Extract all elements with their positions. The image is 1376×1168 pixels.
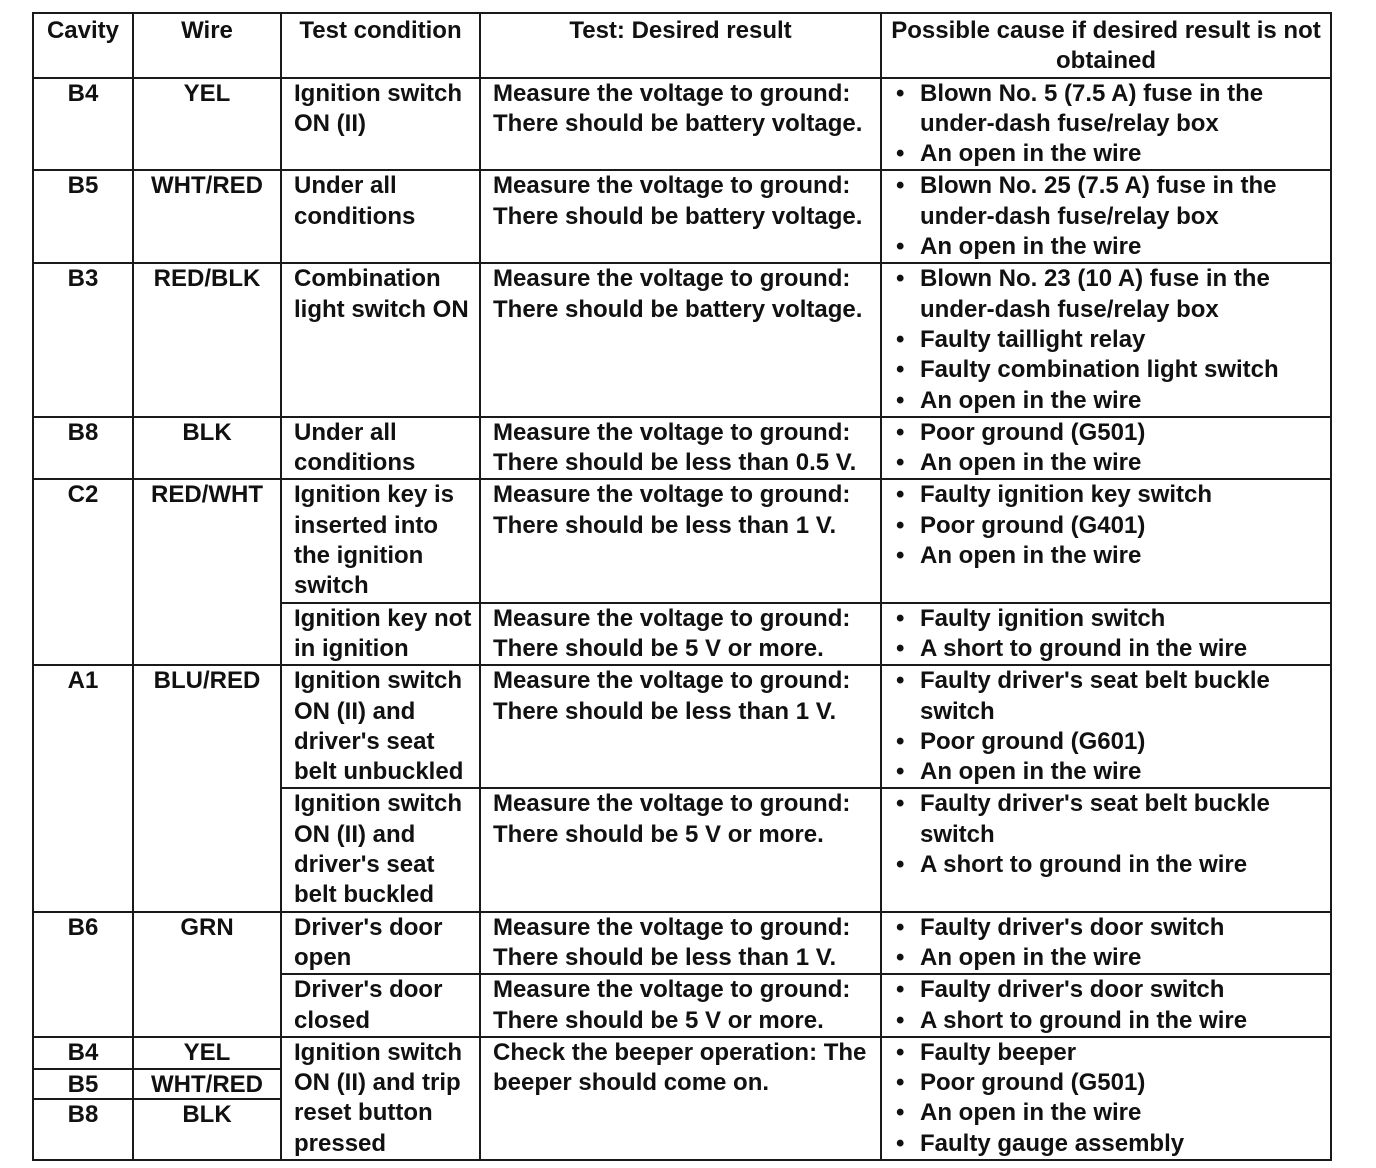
wire-cell: RED/BLK [133,263,281,416]
cause-list [896,79,1326,170]
table-row [33,912,1331,975]
cause-list [896,171,1326,262]
cause-list [896,418,1326,479]
condition-cell: Ignition switch ON (II) [281,78,480,171]
cause-item: • Faulty driver's seat belt buckle switch [896,666,1326,727]
cause-cell [881,974,1331,1037]
cause-item: • An open in the wire [896,232,1326,262]
wire-cell: BLK [133,417,281,480]
cavity-cell [33,1037,133,1160]
cause-cell [881,665,1331,788]
result-cell: Measure the voltage to ground: There should be 5 V or more. [480,603,881,666]
wire-cell: RED/WHT [133,479,281,665]
result-cell: Measure the voltage to ground: There should be less than 1 V. [480,912,881,975]
table-row [33,170,1331,263]
cause-list [896,913,1326,974]
cavity-cell: B6 [33,912,133,1037]
condition-cell: Driver's door open [281,912,480,975]
cavity-cell: B8 [33,417,133,480]
result-cell: Measure the voltage to ground: There should be 5 V or more. [480,788,881,911]
header-cause: Possible cause if desired result is not obtained [881,13,1331,78]
cavity-segment: B8 [34,1098,132,1128]
cause-item: • Poor ground (G401) [896,511,1326,541]
cavity-cell: C2 [33,479,133,665]
cause-item: • Faulty ignition switch [896,604,1326,634]
wire-segment: BLK [134,1098,280,1128]
table-row [33,1037,1331,1160]
result-cell: Check the beeper operation: The beeper should come on. [480,1037,881,1160]
cavity-cell: B4 [33,78,133,171]
cause-item: • Blown No. 5 (7.5 A) fuse in the under-dash fuse/relay box [896,79,1326,140]
cause-list [896,264,1326,415]
cause-cell [881,912,1331,975]
cause-cell [881,263,1331,416]
cavity-cell: B3 [33,263,133,416]
cause-item: • Blown No. 25 (7.5 A) fuse in the under-dash fuse/relay box [896,171,1326,232]
cause-list [896,1038,1326,1159]
cause-item: • A short to ground in the wire [896,1006,1326,1036]
cause-item: • Faulty driver's seat belt buckle switch [896,789,1326,850]
header-wire: Wire [133,13,281,78]
result-cell: Measure the voltage to ground: There should be battery voltage. [480,78,881,171]
condition-cell: Ignition key not in ignition [281,603,480,666]
cavity-segment: B5 [34,1068,132,1098]
wire-cell: BLU/RED [133,665,281,911]
wire-segment: YEL [183,1038,231,1066]
wire-cell: WHT/RED [133,170,281,263]
header-cavity: Cavity [33,13,133,78]
cause-cell [881,788,1331,911]
cavity-cell: A1 [33,665,133,911]
cause-item: • Poor ground (G501) [896,418,1326,448]
wire-cell [133,1037,281,1160]
condition-cell: Ignition switch ON (II) and trip reset button pressed [281,1037,480,1160]
table-row [33,263,1331,416]
wire-segment: WHT/RED [134,1068,280,1098]
wire-cell: YEL [133,78,281,171]
cause-item: • An open in the wire [896,757,1326,787]
result-cell: Measure the voltage to ground: There should be less than 1 V. [480,479,881,602]
cause-cell [881,1037,1331,1160]
condition-cell: Ignition switch ON (II) and driver's seat belt buckled [281,788,480,911]
cause-cell [881,417,1331,480]
cause-item: • Blown No. 23 (10 A) fuse in the under-dash fuse/relay box [896,264,1326,325]
cause-list [896,480,1326,571]
table-row [33,417,1331,480]
result-cell: Measure the voltage to ground: There should be less than 0.5 V. [480,417,881,480]
table-row [33,479,1331,602]
cause-item: • Faulty ignition key switch [896,480,1326,510]
cavity-cell: B5 [33,170,133,263]
cause-cell [881,78,1331,171]
cause-cell [881,603,1331,666]
cause-item: • An open in the wire [896,386,1326,416]
cause-item: • Faulty combination light switch [896,355,1326,385]
cause-list [896,789,1326,880]
table-row [33,78,1331,171]
result-cell: Measure the voltage to ground: There should be battery voltage. [480,263,881,416]
cause-item: • An open in the wire [896,943,1326,973]
cause-item: • An open in the wire [896,1098,1326,1128]
condition-cell: Under all conditions [281,170,480,263]
cause-item: • A short to ground in the wire [896,850,1326,880]
result-cell: Measure the voltage to ground: There should be less than 1 V. [480,665,881,788]
table-row [33,665,1331,788]
wire-cell: GRN [133,912,281,1037]
cause-item: • Faulty driver's door switch [896,975,1326,1005]
diagnostic-table [32,12,1332,1161]
cause-list [896,604,1326,665]
cause-item: • Poor ground (G501) [896,1068,1326,1098]
cause-item: • An open in the wire [896,541,1326,571]
cause-item: • An open in the wire [896,139,1326,169]
result-cell: Measure the voltage to ground: There should be 5 V or more. [480,974,881,1037]
condition-cell: Combination light switch ON [281,263,480,416]
cause-cell [881,479,1331,602]
cause-item: • Faulty beeper [896,1038,1326,1068]
cause-item: • Faulty driver's door switch [896,913,1326,943]
condition-cell: Under all conditions [281,417,480,480]
condition-cell: Ignition key is inserted into the ignition switch [281,479,480,602]
cause-item: • Poor ground (G601) [896,727,1326,757]
cause-cell [881,170,1331,263]
cause-list [896,975,1326,1036]
result-cell: Measure the voltage to ground: There should be battery voltage. [480,170,881,263]
cause-item: • Faulty taillight relay [896,325,1326,355]
condition-cell: Ignition switch ON (II) and driver's seat belt unbuckled [281,665,480,788]
cavity-segment: B4 [67,1038,99,1066]
header-condition: Test condition [281,13,480,78]
header-row [33,13,1331,78]
condition-cell: Driver's door closed [281,974,480,1037]
cause-item: • An open in the wire [896,448,1326,478]
cause-item: • A short to ground in the wire [896,634,1326,664]
cause-list [896,666,1326,787]
header-result: Test: Desired result [480,13,881,78]
cause-item: • Faulty gauge assembly [896,1129,1326,1159]
